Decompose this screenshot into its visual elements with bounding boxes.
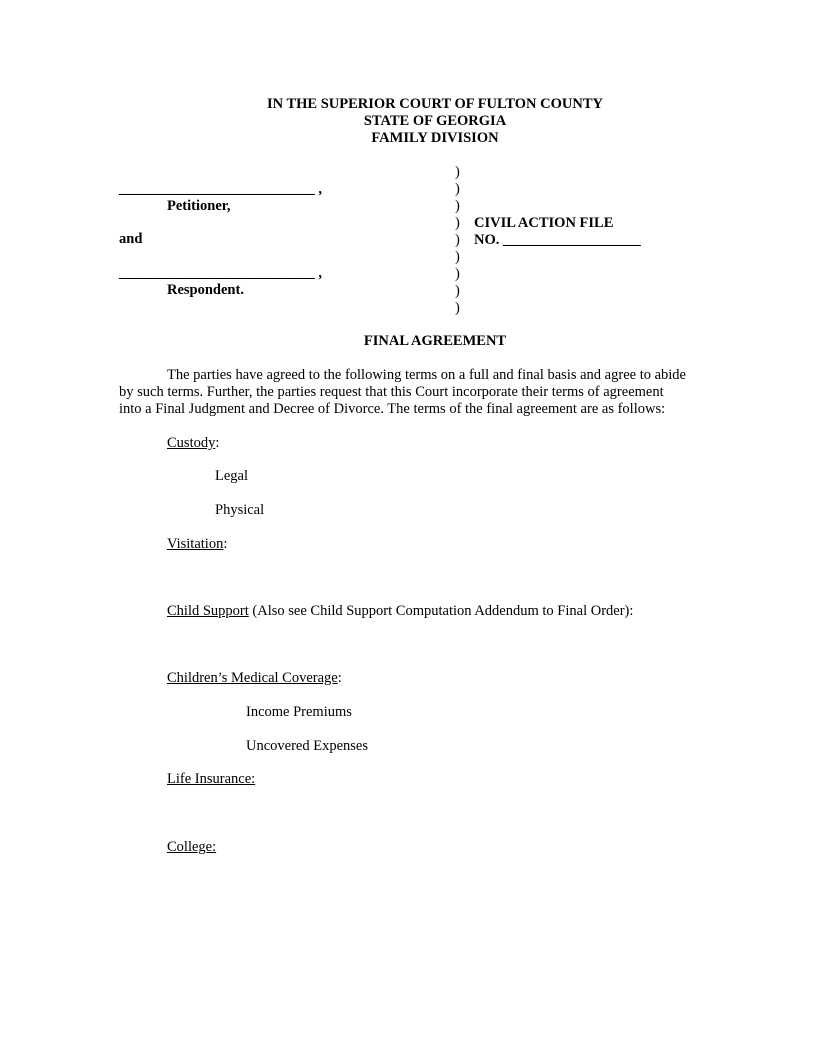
intro-line3: into a Final Judgment and Decree of Divorce. The terms of the final agreement are as follows: — [119, 401, 666, 417]
custody-heading — [167, 435, 219, 452]
caption-paren: ) — [455, 198, 460, 214]
caption-paren: ) — [455, 181, 460, 197]
caption-paren: ) — [455, 164, 460, 180]
medical-coverage-label: Children’s Medical Coverage — [167, 670, 338, 686]
caption-paren: ) — [455, 283, 460, 299]
child-support-label: Child Support — [167, 603, 249, 619]
uncovered-expenses-label: Uncovered Expenses — [246, 738, 368, 754]
child-support-heading — [167, 603, 633, 620]
custody-label: Custody — [167, 435, 216, 451]
document-title: FINAL AGREEMENT — [363, 333, 507, 349]
petitioner-name-blank[interactable]: ___________________________ , — [119, 181, 322, 197]
visitation-label: Visitation — [167, 536, 224, 552]
income-premiums-label: Income Premiums — [246, 704, 352, 720]
caption-paren: ) — [455, 300, 460, 316]
court-header-line1: IN THE SUPERIOR COURT OF FULTON COUNTY — [266, 96, 603, 112]
civil-action-file-number[interactable]: NO. ___________________ — [474, 232, 641, 248]
and-label: and — [119, 231, 143, 247]
visitation-heading — [167, 536, 227, 553]
caption-paren: ) — [455, 266, 460, 282]
college-heading: College: — [167, 839, 217, 855]
respondent-label: Respondent. — [167, 282, 244, 298]
custody-colon: : — [215, 435, 220, 451]
child-support-note: (Also see Child Support Computation Addendum to Final Order): — [248, 603, 634, 619]
caption-paren: ) — [455, 215, 460, 231]
respondent-name-blank[interactable]: ___________________________ , — [119, 265, 322, 281]
life-insurance-heading: Life Insurance: — [167, 771, 256, 787]
custody-physical-label: Physical — [215, 502, 265, 518]
court-header-line3: FAMILY DIVISION — [371, 130, 499, 146]
caption-paren: ) — [455, 232, 460, 248]
intro-line1: The parties have agreed to the following terms on a full and final basis and agree to abide — [167, 367, 686, 383]
petitioner-label: Petitioner, — [167, 198, 231, 214]
medical-coverage-colon: : — [337, 670, 342, 686]
medical-coverage-heading — [167, 670, 342, 687]
visitation-colon: : — [223, 536, 228, 552]
intro-line2: by such terms. Further, the parties request that this Court incorporate their terms of agreement — [119, 384, 664, 400]
caption-paren: ) — [455, 249, 460, 265]
court-header-line2: STATE OF GEORGIA — [363, 113, 507, 129]
custody-legal-label: Legal — [215, 468, 249, 484]
civil-action-label: CIVIL ACTION FILE — [474, 215, 614, 231]
